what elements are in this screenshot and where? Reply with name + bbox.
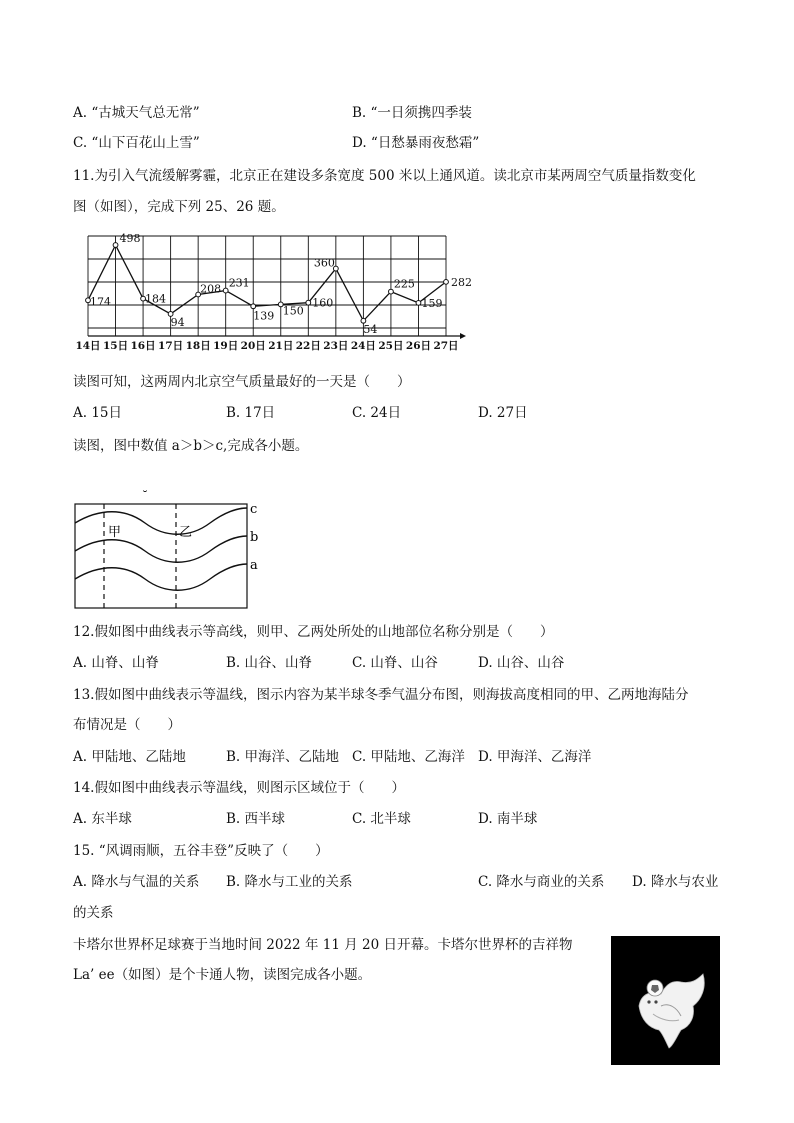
worldcup-intro-line2: La’ ee（如图）是个卡通人物，读图完成各小题。: [73, 967, 372, 983]
q25-option-a: A. 15日: [73, 405, 123, 421]
q15-option-a: A. 降水与气温的关系: [73, 874, 200, 890]
q15-option-c: C. 降水与商业的关系: [478, 874, 605, 890]
q10-option-c: C. “山下百花山上雪”: [73, 135, 200, 151]
chart-tick-labels: [75, 340, 458, 352]
q12-stem: 12.假如图中曲线表示等高线，则甲、乙两处所处的山地部位名称分别是（ ）: [73, 624, 554, 640]
aqi-data-label: 174: [90, 295, 111, 309]
q13-option-b: B. 甲海洋、乙陆地: [226, 749, 340, 765]
isoline-diagram: [70, 490, 270, 612]
q15-option-b: B. 降水与工业的关系: [226, 874, 353, 890]
aqi-data-label: 159: [421, 296, 443, 310]
aqi-data-label: 360: [313, 256, 335, 270]
x-tick-label: 17日: [158, 340, 184, 352]
q14-option-d: D. 南半球: [478, 811, 538, 827]
intro-12-14: 读图，图中数值 a＞b＞c,完成各小题。: [73, 438, 309, 454]
label-c: c: [250, 502, 258, 517]
x-tick-label: 21日: [268, 340, 294, 352]
x-tick-label: 14日: [75, 340, 101, 352]
diagram-top-mark: ˘: [142, 490, 148, 503]
isoline-c: [75, 508, 247, 534]
q13-stem-line1: 13.假如图中曲线表示等温线，图示内容为某半球冬季气温分布图，则海拔高度相同的甲、乙两地海陆分: [73, 687, 689, 703]
q14-option-c: C. 北半球: [352, 811, 411, 827]
aqi-data-label: 208: [200, 282, 222, 296]
aqi-data-label: 225: [393, 277, 415, 291]
aqi-point: [306, 300, 311, 305]
x-tick-label: 23日: [323, 340, 349, 352]
q10-option-a: A. “古城天气总无常”: [73, 105, 200, 121]
x-tick-label: 27日: [433, 340, 459, 352]
mascot-laeeb-image: [611, 936, 720, 1065]
aqi-data-label: 184: [145, 292, 167, 306]
x-tick-label: 22日: [295, 340, 321, 352]
aqi-data-label: 498: [119, 232, 141, 246]
aqi-point: [223, 288, 228, 293]
x-tick-label: 20日: [240, 340, 266, 352]
isoline-b: [75, 536, 247, 562]
q10-option-b: B. “一日须携四季装: [352, 105, 472, 121]
aqi-point: [416, 300, 421, 305]
aqi-data-label: 139: [253, 309, 275, 323]
q11-stem-line2: 图（如图），完成下列 25、26 题。: [73, 199, 285, 215]
aqi-data-label: 160: [312, 296, 334, 310]
aqi-data-label: 150: [282, 304, 304, 318]
x-tick-label: 26日: [405, 340, 432, 352]
label-b: b: [250, 530, 259, 545]
x-tick-label: 24日: [350, 340, 376, 352]
aqi-point: [444, 279, 449, 284]
aqi-point: [113, 243, 118, 248]
q12-option-c: C. 山脊、山谷: [352, 655, 438, 671]
q14-option-b: B. 西半球: [226, 811, 286, 827]
aqi-point: [389, 289, 394, 294]
q14-stem: 14.假如图中曲线表示等温线，则图示区域位于（ ）: [73, 780, 405, 796]
q15-stem: 15. “风调雨顺，五谷丰登”反映了（ ）: [73, 843, 329, 859]
x-tick-label: 25日: [378, 340, 404, 352]
q13-option-c: C. 甲陆地、乙海洋: [352, 749, 465, 765]
q10-option-d: D. “日愁暴雨夜愁霜”: [352, 135, 480, 151]
aqi-data-label: 282: [451, 275, 472, 289]
air-quality-line-chart: [70, 228, 480, 354]
q25-option-c: C. 24日: [352, 405, 402, 421]
q15-option-d: D. 降水与农业: [632, 874, 719, 890]
aqi-point: [251, 304, 256, 309]
aqi-data-label: 54: [363, 322, 378, 336]
q25-option-b: B. 17日: [226, 405, 276, 421]
q12-option-d: D. 山谷、山谷: [478, 655, 565, 671]
q13-stem-line2: 布情况是（ ）: [73, 717, 181, 733]
diagram-frame: [75, 504, 247, 608]
x-tick-label: 16日: [130, 340, 156, 352]
label-a: a: [250, 558, 258, 573]
isoline-a: [75, 564, 247, 590]
q12-option-a: A. 山脊、山脊: [73, 655, 159, 671]
x-tick-label: 15日: [102, 340, 129, 352]
aqi-data-label: 94: [170, 315, 185, 329]
q11-stem-line1: 11.为引入气流缓解雾霾，北京正在建设多条宽度 500 米以上通风道。读北京市某两周空气质量指数变化: [73, 168, 696, 184]
aqi-data-label: 231: [228, 276, 250, 290]
q14-option-a: A. 东半球: [73, 811, 132, 827]
q25-option-d: D. 27日: [478, 405, 528, 421]
x-axis-arrow: [460, 333, 466, 339]
x-tick-label: 18日: [185, 340, 211, 352]
q12-option-b: B. 山谷、山脊: [226, 655, 313, 671]
q13-option-d: D. 甲海洋、乙海洋: [478, 749, 592, 765]
worldcup-intro-line1: 卡塔尔世界杯足球赛于当地时间 2022 年 11 月 20 日开幕。卡塔尔世界杯的吉祥物: [73, 937, 573, 953]
label-yi: 乙: [179, 525, 193, 540]
q25-stem: 读图可知，这两周内北京空气质量最好的一天是（ ）: [73, 374, 411, 390]
q15-option-d-continued: 的关系: [73, 905, 114, 921]
label-jia: 甲: [108, 525, 122, 540]
q13-option-a: A. 甲陆地、乙陆地: [73, 749, 186, 765]
x-tick-label: 19日: [213, 340, 239, 352]
